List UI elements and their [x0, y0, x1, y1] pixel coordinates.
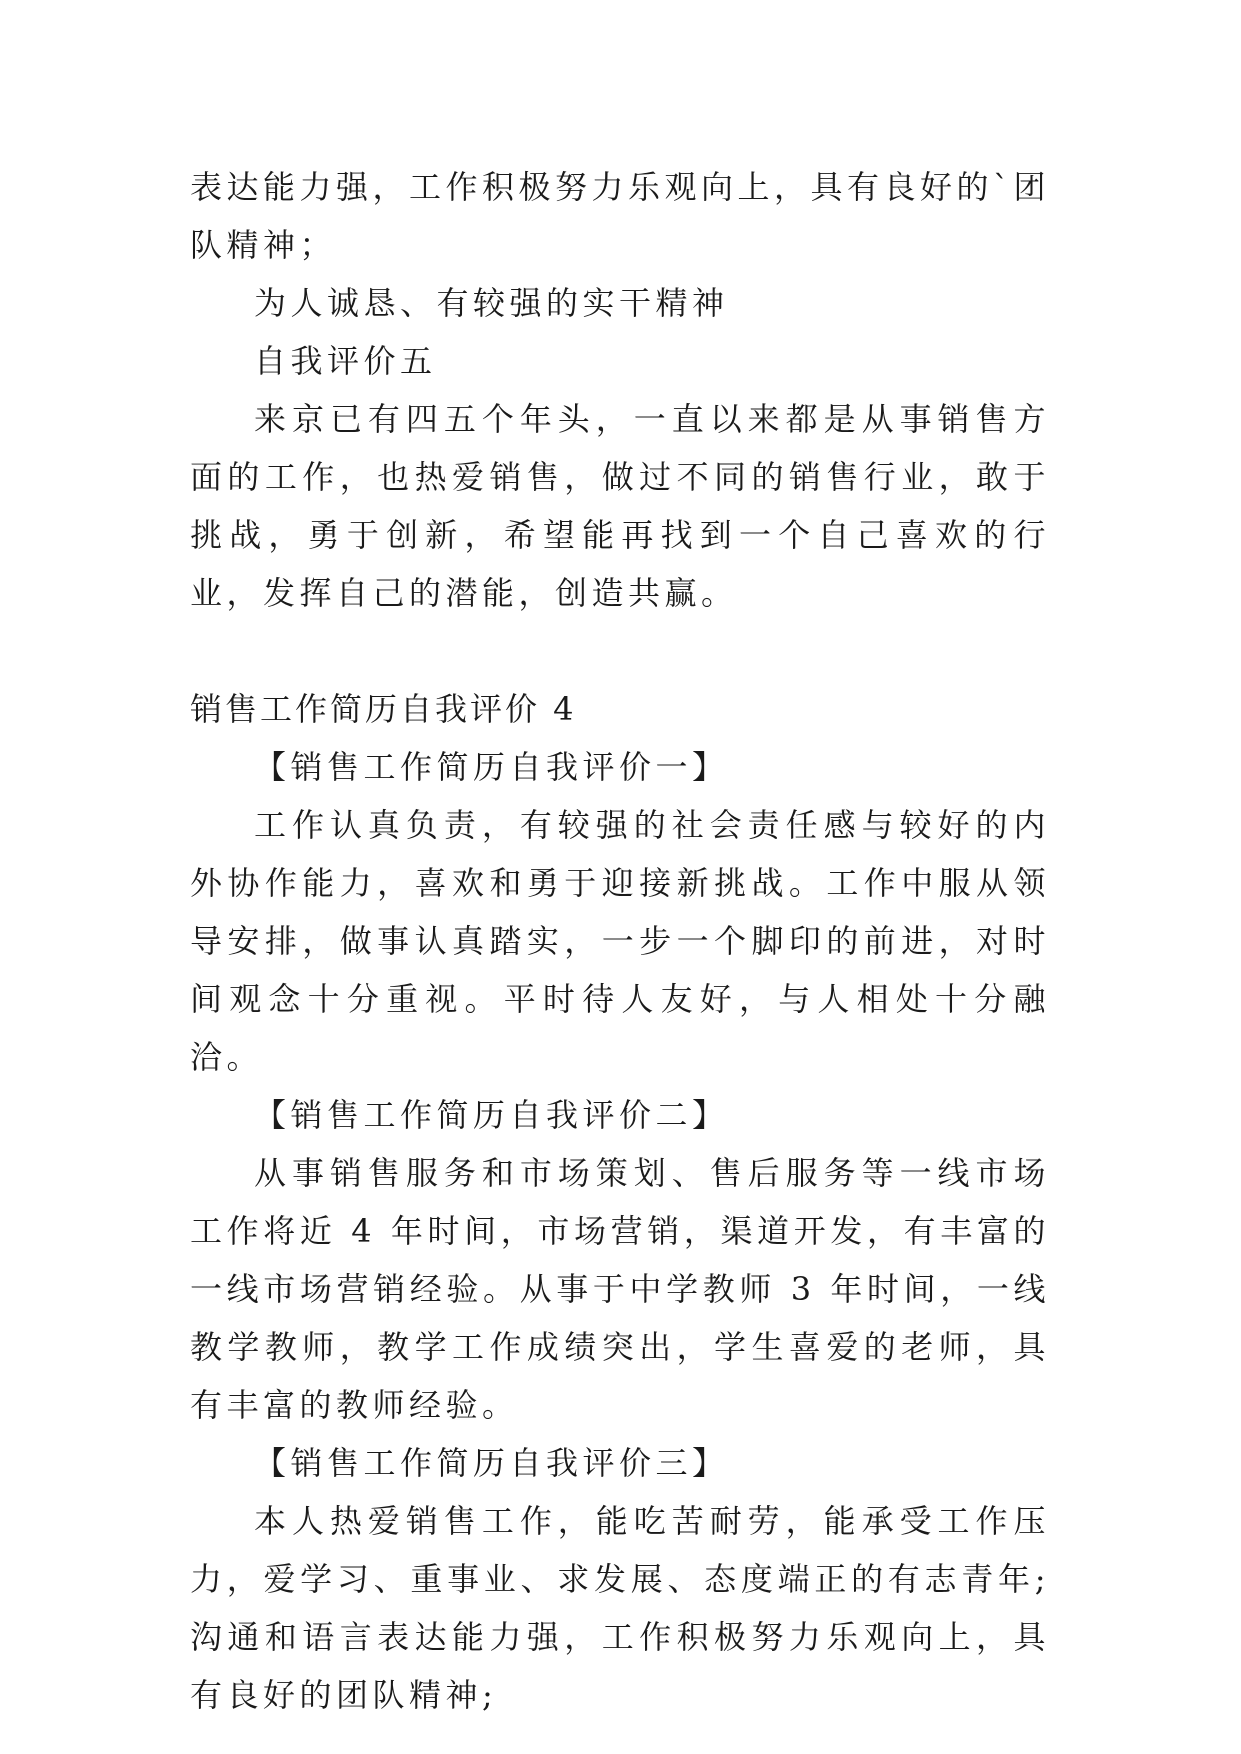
- document-body: [190, 158, 1050, 1724]
- paragraph-sincere: 为人诚恳、有较强的实干精神: [254, 284, 729, 322]
- paragraph-evaluation-one: 工作认真负责，有较强的社会责任感与较好的内外协作能力，喜欢和勇于迎接新挑战。工作中服从领导安排，做事认真踏实，一步一个脚印的前进，对时间观念十分重视。平时待人友好，与人相处十分融洽。: [190, 806, 1050, 1076]
- subheading-self-evaluation-five: 自我评价五: [254, 342, 437, 380]
- paragraph-evaluation-two: 从事销售服务和市场策划、售后服务等一线市场工作将近 4 年时间，市场营销，渠道开发，有丰富的一线市场营销经验。从事于中学教师 3 年时间，一线教学教师，教学工作成绩突出，学生喜爱的老师，具有丰富的教师经验。: [190, 1154, 1050, 1424]
- paragraph-continuation: 表达能力强，工作积极努力乐观向上，具有良好的`团队精神；: [190, 168, 1051, 264]
- subheading-evaluation-three: 【销售工作简历自我评价三】: [254, 1444, 729, 1482]
- paragraph-beijing-sales: 来京已有四五个年头，一直以来都是从事销售方面的工作，也热爱销售，做过不同的销售行业，敢于 挑战，勇于创新，希望能再找到一个自己喜欢的行业，发挥自己的潜能，创造共赢。: [190, 400, 1050, 612]
- subheading-evaluation-one: 【销售工作简历自我评价一】: [254, 748, 729, 786]
- subheading-evaluation-two: 【销售工作简历自我评价二】: [254, 1096, 729, 1134]
- paragraph-evaluation-three: 本人热爱销售工作，能吃苦耐劳，能承受工作压力，爱学习、重事业、求发展、态度端正的有志青年;沟通和语言表达能力强，工作积极努力乐观向上，具有良好的团队精神;: [190, 1502, 1050, 1714]
- section-title: 销售工作简历自我评价 4: [190, 690, 577, 728]
